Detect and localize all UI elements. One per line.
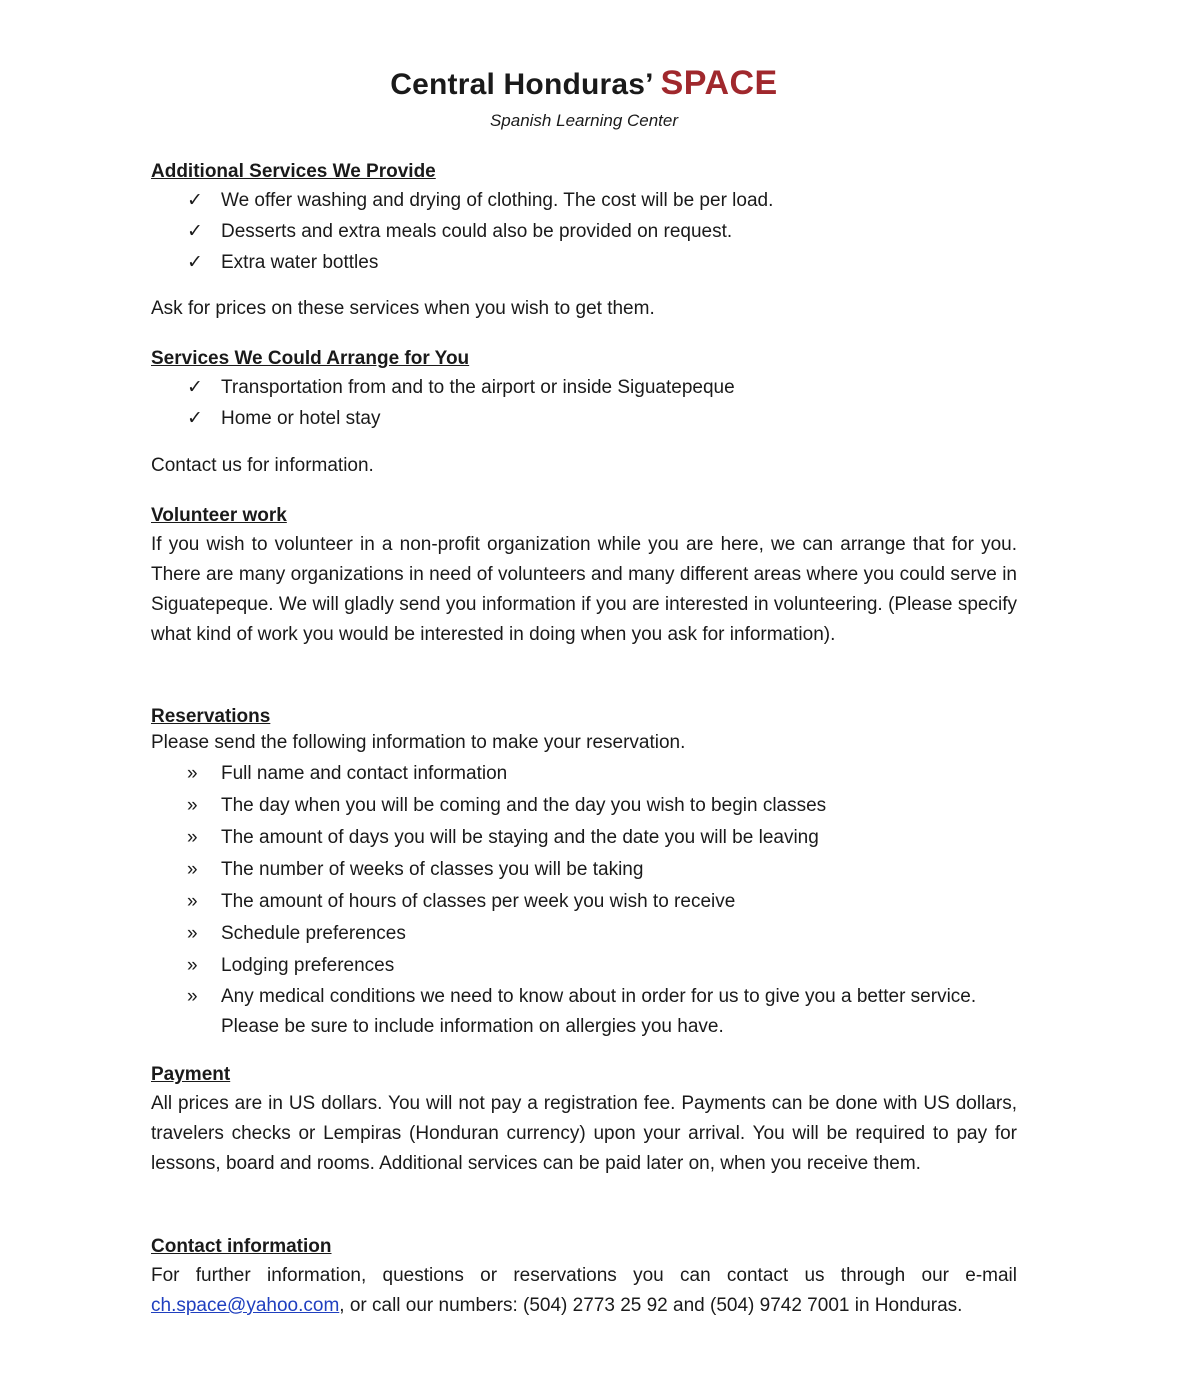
list-item: » The number of weeks of classes you will be taking	[151, 854, 1017, 886]
title-accent: SPACE	[660, 64, 778, 102]
payment-section	[151, 1062, 1017, 1179]
bullet-icon: »	[187, 923, 198, 944]
check-icon: ✓	[187, 408, 203, 429]
title-text: Central Honduras’	[390, 68, 653, 101]
reservations-intro: Please send the following information to make your reservation.	[151, 732, 686, 753]
arrange-services-note: Contact us for information.	[151, 455, 374, 476]
arrange-services-heading: Services We Could Arrange for You	[151, 348, 470, 369]
check-icon: ✓	[187, 377, 203, 398]
arrange-services-section	[151, 346, 1017, 434]
list-item: » Schedule preferences	[151, 918, 1017, 950]
volunteer-text: If you wish to volunteer in a non-profit organization while you are here, we can arrange that for you. There are many organizations in need of volunteers and many different areas where you could serve in Siguatepeque. We will gladly send you information if you are interested in volunteering. (Please specify what kind of work you would be interested in doing when you ask for information).	[151, 534, 1017, 645]
payment-heading: Payment	[151, 1064, 231, 1085]
check-icon: ✓	[187, 190, 203, 211]
check-icon: ✓	[187, 252, 203, 273]
additional-services-section	[151, 159, 1017, 278]
reservations-list	[151, 758, 1017, 1042]
bullet-icon: »	[187, 955, 198, 976]
reservations-heading: Reservations	[151, 706, 271, 727]
contact-text: For further information, questions or reservations you can contact us through our e-mail ch.space@yahoo.com, or call our numbers: (504) 2773 25 92 and (504) 9742 7001 in Honduras.	[151, 1265, 1017, 1316]
bullet-icon: »	[187, 827, 198, 848]
contact-heading: Contact information	[151, 1236, 332, 1257]
list-item: » The amount of days you will be staying and the date you will be leaving	[151, 822, 1017, 854]
reservations-section	[151, 704, 1017, 1042]
volunteer-heading: Volunteer work	[151, 505, 287, 526]
list-item: ✓ Desserts and extra meals could also be provided on request.	[151, 216, 1017, 247]
additional-services-note: Ask for prices on these services when you wish to get them.	[151, 298, 655, 319]
page-subtitle: Spanish Learning Center	[489, 111, 679, 130]
volunteer-section	[151, 503, 1017, 650]
check-icon: ✓	[187, 221, 203, 242]
arrange-services-list	[151, 372, 1017, 434]
email-link[interactable]: ch.space@yahoo.com	[151, 1295, 340, 1316]
list-item: ✓ We offer washing and drying of clothing. The cost will be per load.	[151, 185, 1017, 216]
additional-services-heading: Additional Services We Provide	[151, 161, 436, 182]
list-item: ✓ Transportation from and to the airport or inside Siguatepeque	[151, 372, 1017, 403]
payment-text: All prices are in US dollars. You will not pay a registration fee. Payments can be done with US dollars, travelers checks or Lempiras (Honduran currency) upon your arrival. You will be required to pay for lessons, board and rooms. Additional services can be paid later on, when you receive them.	[151, 1093, 1017, 1174]
list-item: » The amount of hours of classes per week you wish to receive	[151, 886, 1017, 918]
bullet-icon: »	[187, 859, 198, 880]
list-item: ✓ Extra water bottles	[151, 247, 1017, 278]
list-item: » The day when you will be coming and the day you wish to begin classes	[151, 790, 1017, 822]
contact-section	[151, 1234, 1017, 1321]
page-title	[390, 64, 777, 103]
list-item: ✓ Home or hotel stay	[151, 403, 1017, 434]
list-item: » Full name and contact information	[151, 758, 1017, 790]
bullet-icon: »	[187, 986, 198, 1007]
title-block	[151, 64, 1017, 103]
list-item: » Any medical conditions we need to know about in order for us to give you a better service. Please be sure to include information on allergies you have.	[151, 982, 1017, 1042]
list-item: » Lodging preferences	[151, 950, 1017, 982]
bullet-icon: »	[187, 795, 198, 816]
bullet-icon: »	[187, 763, 198, 784]
bullet-icon: »	[187, 891, 198, 912]
additional-services-list	[151, 185, 1017, 278]
